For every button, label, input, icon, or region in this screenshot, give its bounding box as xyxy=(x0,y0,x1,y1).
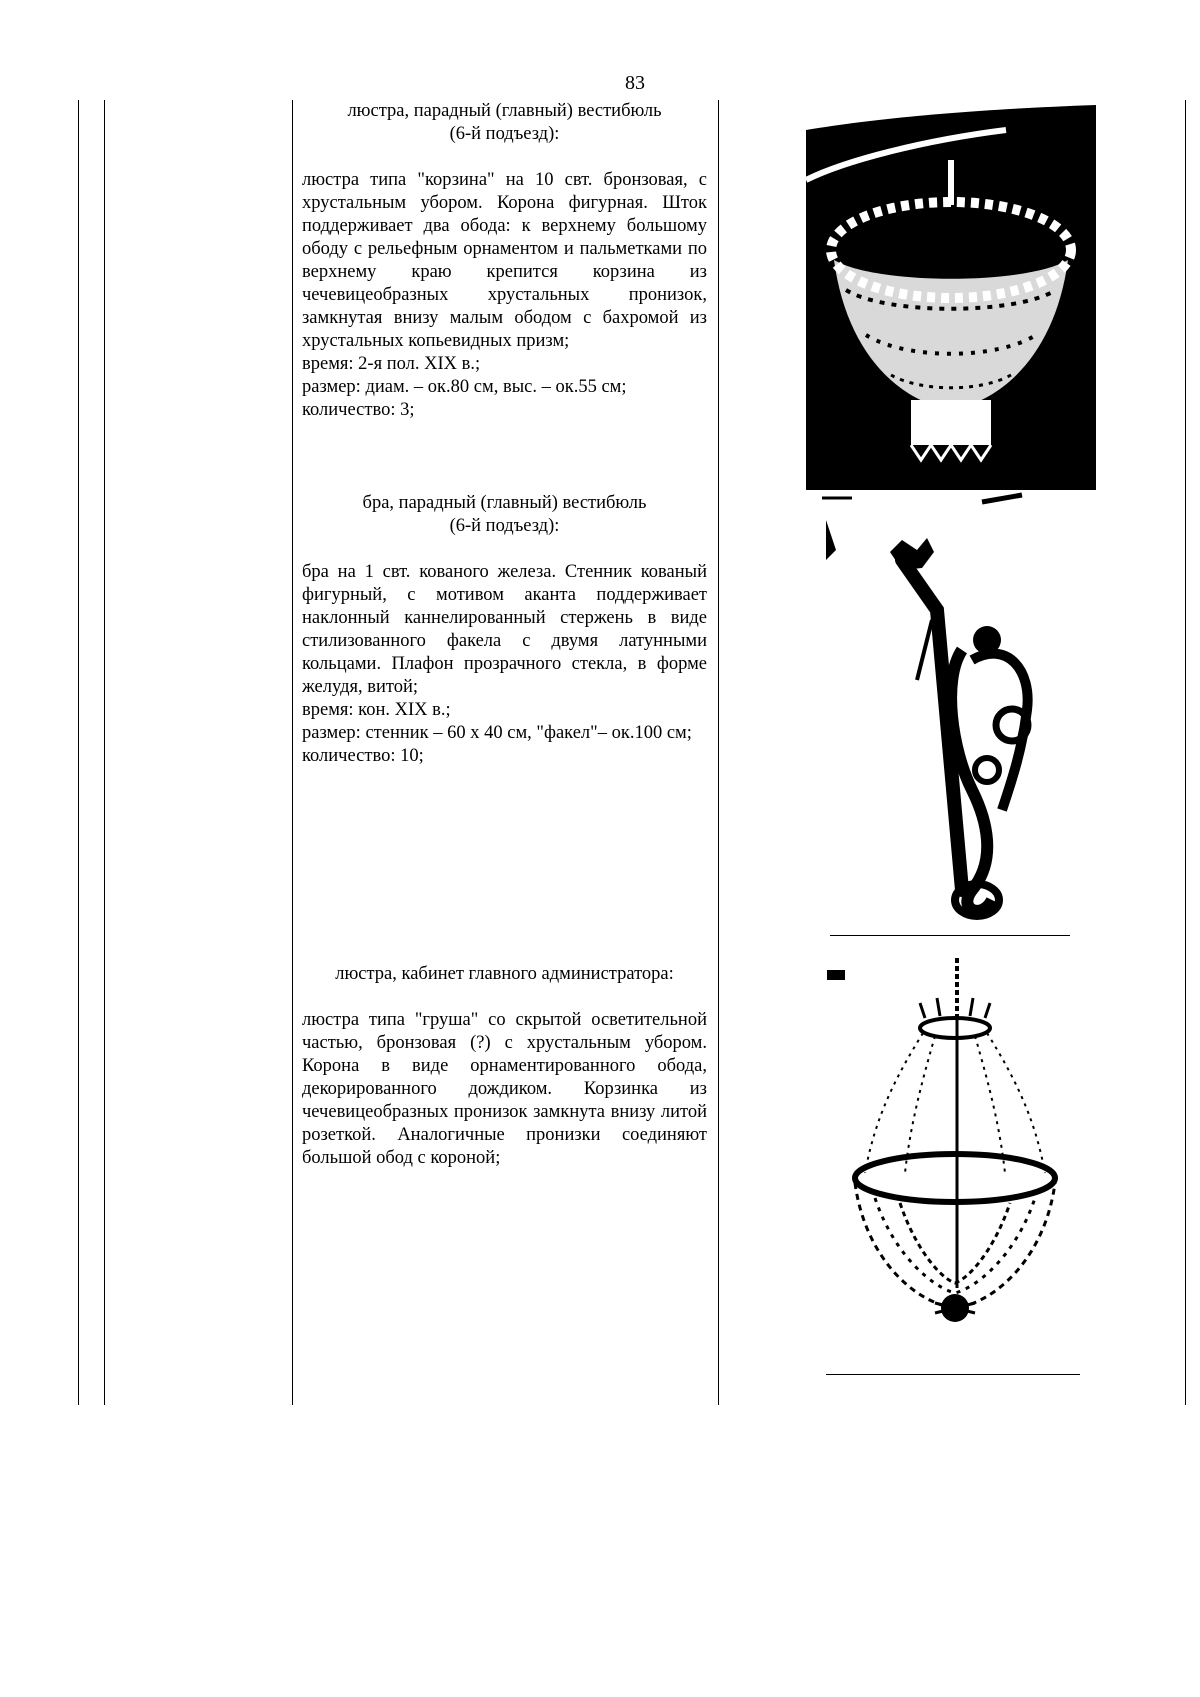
entry-time: время: кон. XIX в.; xyxy=(302,700,451,720)
table-column-divider xyxy=(292,100,293,1405)
table-border-left-outer xyxy=(78,100,79,1405)
entry-quantity: количество: 10; xyxy=(302,746,424,766)
photo-divider xyxy=(830,935,1070,936)
photo-divider xyxy=(826,1374,1080,1375)
entry-title: люстра, кабинет главного администратора: xyxy=(335,964,674,984)
entry-quantity: количество: 3; xyxy=(302,400,415,420)
entry-time: время: 2-я пол. XIX в.; xyxy=(302,354,481,374)
wall-sconce-photo xyxy=(822,490,1080,940)
entry-title: люстра, парадный (главный) вестибюль (6-й подъезд): xyxy=(347,101,662,144)
entry-title: бра, парадный (главный) вестибюль (6-й подъезд): xyxy=(362,493,647,536)
entry-description: люстра типа "груша" со скрытой осветительной частью, бронзовая (?) с хрустальным убором. Корона в виде орнаментированного обода, декорированного дождиком. Корзинка из чечевицеобразных пронизок замкнута внизу литой розеткой. Аналогичные пронизки соединяют большой обод с короной; xyxy=(302,1010,707,1168)
table-border-left-inner xyxy=(104,100,105,1405)
page-number: 83 xyxy=(625,72,645,94)
chandelier-pear-photo xyxy=(825,958,1083,1358)
chandelier-basket-photo xyxy=(806,100,1096,490)
table-border-right xyxy=(1185,100,1186,1405)
entry-size: размер: стенник – 60 х 40 см, "факел"– ок.100 см; xyxy=(302,723,692,743)
entry-sconce-vestibule xyxy=(302,492,707,768)
entry-size: размер: диам. – ок.80 см, выс. – ок.55 см; xyxy=(302,377,627,397)
table-column-divider xyxy=(718,100,719,1405)
entry-chandelier-admin-office xyxy=(302,963,707,1170)
entry-description: люстра типа "корзина" на 10 свт. бронзовая, с хрустальным убором. Корона фигурная. Шток поддерживает два обода: к верхнему большому ободу с рельефным орнаментом и пальметками по верхнему краю крепится корзина из чечевицеобразных хрустальных пронизок, замкнутая внизу малым ободом с бахромой из хрустальных копьевидных призм; время: 2-я пол. XIX в.; размер: диам. – ок.80 см, выс. – ок.55 см; количество: 3; xyxy=(302,170,707,420)
entry-chandelier-vestibule xyxy=(302,100,707,422)
entry-description: бра на 1 свт. кованого железа. Стенник кованый фигурный, с мотивом аканта поддерживает наклонный каннелированный стержень в виде стилизованного факела с двумя латунными кольцами. Плафон прозрачного стекла, в форме желудя, витой; время: кон. XIX в.; размер: стенник – 60 х 40 см, "факел"– ок.100 см; количество: 10; xyxy=(302,562,707,766)
